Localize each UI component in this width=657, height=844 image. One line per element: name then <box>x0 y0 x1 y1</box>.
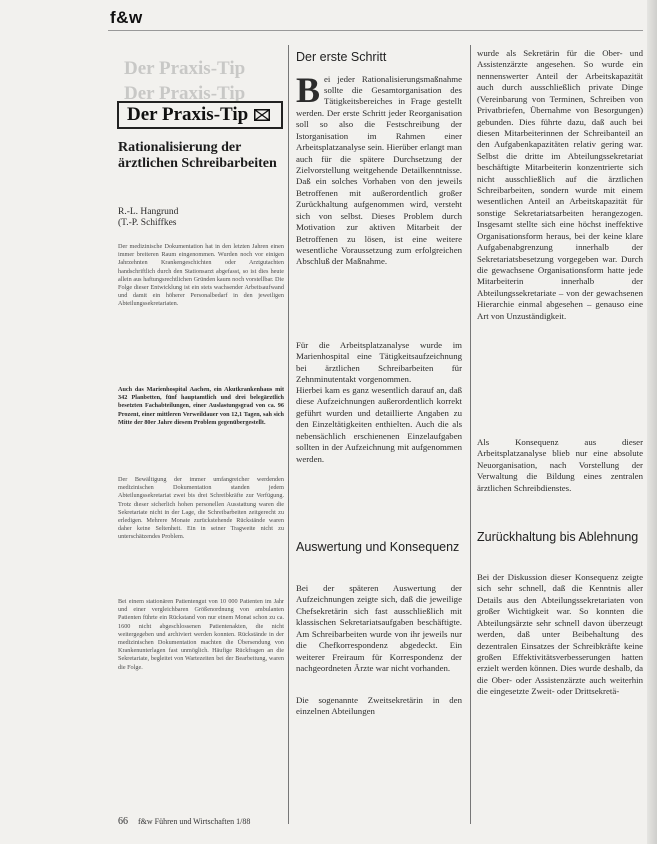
body-paragraph: wurde als Sekretärin für die Ober- und Assistenzärzte angesehen. So wurde ein nennenswerter Anteil der Arbeitskapazität auch durch ausschließlich private Dinge (Vereinbarung von Terminen, Schreiben von Privatbriefen, Übernahme von Besorgungen) gebunden. Dies führte dazu, daß auch bei diesen Mitarbeiterinnen der Schreibanteil an den Aufgabenkapazitäten relativ gering war. Selbst die dritte im Abteilungssekretariat beschäftigte Mitarbeiterin konzentrierte sich nicht ausschließlich auf die ärztlichen Schreibarbeiten, sondern wurde mit einem wesentlichen Anteil an Arbeitskapazität für sonstige Sekretariatsarbeiten herangezogen. Insgesamt stellte sich eine höchst ineffektive Organisationsform heraus, bei der keine klare Aufgabenabgrenzung innerhalb der Sekretariatsbesetzung vorgegeben war. Durch die gewachsene Organisationsform hatte jede Mitarbeiterin innerhalb der Abteilungssekretariate – von der gewachsenen Hierarchie einmal abgesehen – genauso eine Art von Unzuständigkeit. <box>477 48 643 321</box>
scan-edge <box>647 0 657 844</box>
column-2 <box>296 50 462 268</box>
body-text: ei jeder Rationalisierungsmaßnahme sollte die Gesamtorganisation des Tätigkeitsbereiches in Frage gestellt werden. Der erste Schritt jeder Reorganisation soll so also die Festschreibung der Istorganisation im Rahmen einer Arbeitsplatzanalyse sein. Hierüber erlangt man auch für die spätere Durchsetzung der Zielvorstellung weitgehende Detailkenntnisse. Daß ein solches Vorhaben von den jeweils Betroffenen mit außerordentlich großer Zurückhaltung aufgenommen wird, versteht sich von selbst. Dieses Problem durch Motivation zur aktiven Mitarbeit der Betroffenen zu lösen, ist eine weitere wesentliche Voraussetzung zum erfolgreichen Abschluß der Maßnahme. <box>296 73 462 267</box>
envelope-icon <box>254 109 270 121</box>
tip-ghost-1: Der Praxis-Tip <box>124 58 246 79</box>
column-rule-2 <box>470 45 471 824</box>
byline-author-1: R.-L. Hangrund <box>118 207 179 217</box>
body-paragraph: Die sogenannte Zweitsekretärin in den einzelnen Abteilungen <box>296 695 462 717</box>
body-paragraph: Hierbei kam es ganz wesentlich darauf an, daß diese Aufzeichnungen außerordentlich korrekt geführt wurden und detaillierte Angaben zu den Einzeltätigkeiten enthielten. Auch die als nebensächlich erschienenen Einzelaufgaben sollten in der Aufzeichnung mit aufgenommen werden. <box>296 385 462 464</box>
byline-author-2: (T.-P. Schiffkes <box>118 218 177 229</box>
intro-paragraph-1: Der medizinische Dokumentation hat in den letzten Jahren einen immer breiteren Raum eingenommen. Wurden noch vor einigen Jahrzehnten Krankengeschichten oder Arztgutachten handschriftlich durch den Stationsarzt abgefasst, so ist dies heute allein aus haftungsrechtlichen Gründen kaum noch vorstellbar. Die Folge dieser Entwicklung ist ein stets wachsender Arbeitsaufwand und damit ein höherer Personalbedarf in den jeweiligen Abteilungssekretariaten. <box>118 243 284 308</box>
footer-source: f&w Führen und Wirtschaften 1/88 <box>138 817 251 826</box>
praxis-tip-box <box>117 101 283 129</box>
page-footer <box>118 816 250 827</box>
section-heading-auswertung: Auswertung und Konsequenz <box>296 540 460 554</box>
section-heading-erster-schritt: Der erste Schritt <box>296 50 387 64</box>
column-rule-1 <box>288 45 289 824</box>
article-headline: Rationalisierung der ärztlichen Schreibarbeiten <box>118 140 277 172</box>
body-paragraph: Als Konsequenz aus dieser Arbeitsplatzanalyse blieb nur eine absolute Neuorganisation, nach Vorstellung der Verwaltung die Bildung eines zentralen ärztlichen Schreibdienstes. <box>477 437 643 493</box>
section-heading-zurueckhaltung: Zurückhaltung bis Ablehnung <box>477 530 639 544</box>
intro-paragraph-2: Auch das Marienhospital Aachen, ein Akutkrankenhaus mit 342 Planbetten, fünf hauptamtlich und drei belegärztlich besetzten Fachabteilungen, einer Auslastungsgrad von ca. 96 Prozent, einer mittleren Verweildauer von 12,1 Tagen, sah sich Mitte der 80er Jahre diesem Problem gegenübergestellt. <box>118 386 284 426</box>
page-number: 66 <box>118 816 128 827</box>
intro-paragraph-4: Bei einem stationären Patientengut von 10 000 Patienten im Jahr und einer vergleichbaren Größenordnung von ambulanten Patienten führte ein Rückstand von nur einem Monat schon zu ca. 1600 nicht abgeschlossenen Patientenakten, die nicht weitergegeben und archiviert werden konnten. Rückstände in der medizinischen Dokumentation machten die Übersendung von Krankenunterlagen fast unmöglich. Häufige Rückfragen an die Sekretariate, begleitet von Wartezeiten bei der Bearbeitung, waren die Folge. <box>118 598 284 671</box>
body-paragraph: Bei der späteren Auswertung der Aufzeichnungen zeigte sich, daß die jeweilige Chefsekretärin sich fast ausschließlich mit klassischen Sekretariatsaufgaben beschäftigte. Am Schreibarbeiten wurde von ihr jeweils nur die Chefkorrespondenz abgedeckt. Ein weiterer Freiraum für Korrespondenz der nachgeordneten Ärzte war nicht vorhanden. <box>296 583 462 673</box>
body-paragraph: Bei der Diskussion dieser Konsequenz zeigte sich sehr schnell, daß die Kenntnis aller Details aus den Abteilungssekretariaten von großer Wichtigkeit war. So konnten die Abteilungsärzte sehr schnell davon überzeugt werden, daß unter Beibehaltung des dezentralen Einsatzes der Schreibkräfte keine großen Effektivitätsverbesserungen hatten erzielt werden können. Dies wurde deshalb, da die Ober- oder Assistenzärzte auch weiterhin die eingesetzte Zweit- oder Drittsekretä- <box>477 572 643 697</box>
praxis-tip-title: Der Praxis-Tip <box>127 104 249 125</box>
body-paragraph: Für die Arbeitsplatzanalyse wurde im Marienhospital eine Tätigkeitsaufzeichnung bei ärztlichen Schreibarbeiten für Zehnminutentakt vorgenommen. <box>296 340 462 385</box>
body-paragraph <box>296 69 462 268</box>
magazine-logo: f&w <box>110 8 143 27</box>
intro-paragraph-3: Der Bewältigung der immer umfangreicher werdenden medizinischen Dokumentation standen jedem Abteilungssekretariat zwei bis drei Schreibkräfte zur Verfügung. Trotz dieser sicherlich hohen personellen Ausstattung waren die Sekretariate nicht in der Lage, die Schreibarbeiten zeitgerecht zu erledigen. Mehrere Monate zurückstehende Rückstände waren daher keine Seltenheit. Ein in seiner Tragweite nicht zu unterschätzendes Problem. <box>118 476 284 541</box>
tip-ghost-2: Der Praxis-Tip <box>124 83 246 104</box>
header-rule <box>108 30 643 31</box>
byline <box>118 207 286 230</box>
drop-cap: B <box>296 69 321 110</box>
